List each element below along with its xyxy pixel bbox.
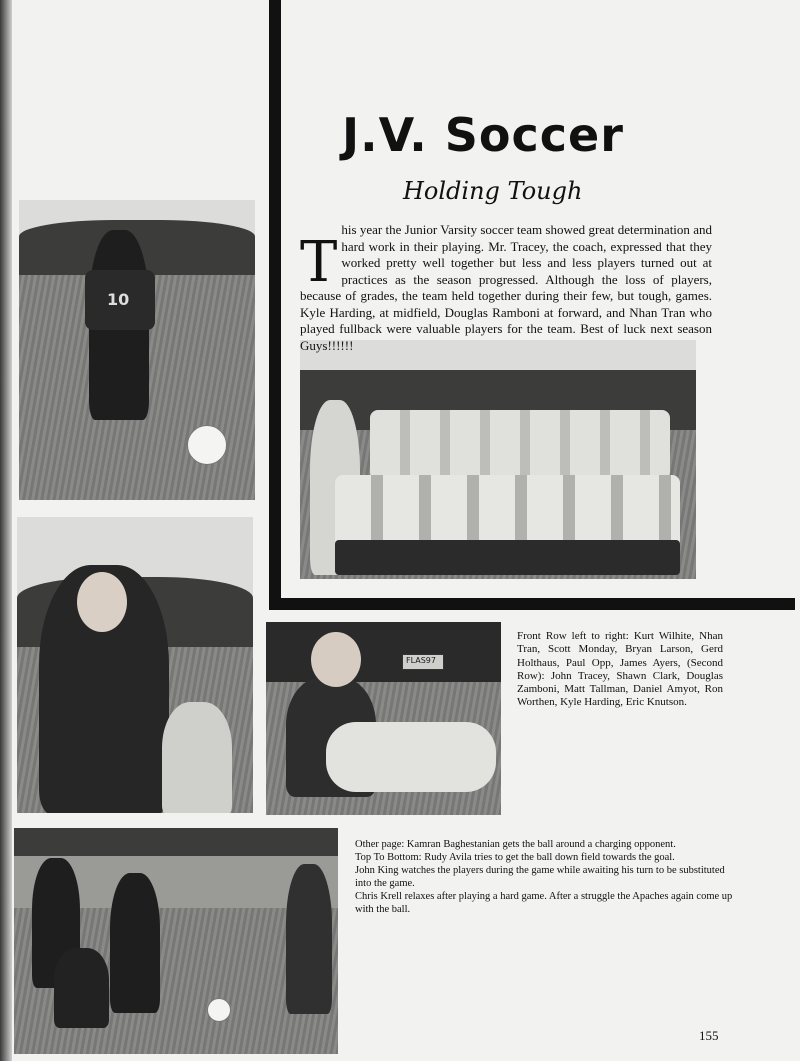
photo-game-action [14, 828, 338, 1054]
soccer-ball [207, 998, 231, 1022]
binding-edge [0, 0, 12, 1061]
caption-line: John King watches the players during the game while awaiting his turn to be substituted into the game. [355, 865, 725, 889]
license-plate: FLAS97 [402, 654, 444, 670]
photo-team [300, 340, 696, 579]
page-subtitle: Holding Tough [403, 177, 583, 205]
caption-line: Chris Krell relaxes after playing a hard game. After a struggle the Apaches again come up with the ball. [355, 891, 733, 915]
team-caption: Front Row left to right: Kurt Wilhite, Nhan Tran, Scott Monday, Bryan Larson, Gerd Holthaus, Paul Opp, James Ayers, (Second Row): John Tracey, Shawn Clark, Douglas Zamboni, Matt Tallman, Daniel Amyot, Ron Worthen, Kyle Harding, Eric Knutson. [517, 630, 723, 709]
caption-line: Other page: Kamran Baghestanian gets the ball around a charging opponent. [355, 839, 676, 850]
photo-captions [355, 838, 735, 916]
photo-player-kicking [19, 200, 255, 500]
page-number: 155 [699, 1028, 719, 1043]
drop-cap: T [300, 230, 338, 295]
photo-player-resting [266, 622, 501, 815]
photo-player-watching [17, 517, 253, 813]
page-title: J.V. Soccer [342, 108, 624, 162]
jersey-number: 10 [107, 290, 130, 309]
soccer-ball [187, 425, 227, 465]
frame-left-bar [269, 0, 281, 610]
caption-line: Top To Bottom: Rudy Avila tries to get the ball down field towards the goal. [355, 852, 675, 863]
frame-bottom-bar [269, 598, 795, 610]
article-text: his year the Junior Varsity soccer team showed great determination and hard work in their playing. Mr. Tracey, the coach, expressed that they worked pretty well together but less and less players turned out at practices as the season progressed. Although the loss of players, because of grades, the team held together during their few, but tough, games. Kyle Harding, at midfield, Douglas Ramboni at forward, and Nhan Tran who played fullback were valuable players for the team. Best of luck next season Guys!!!!!! [300, 222, 712, 353]
article-body [300, 222, 712, 354]
